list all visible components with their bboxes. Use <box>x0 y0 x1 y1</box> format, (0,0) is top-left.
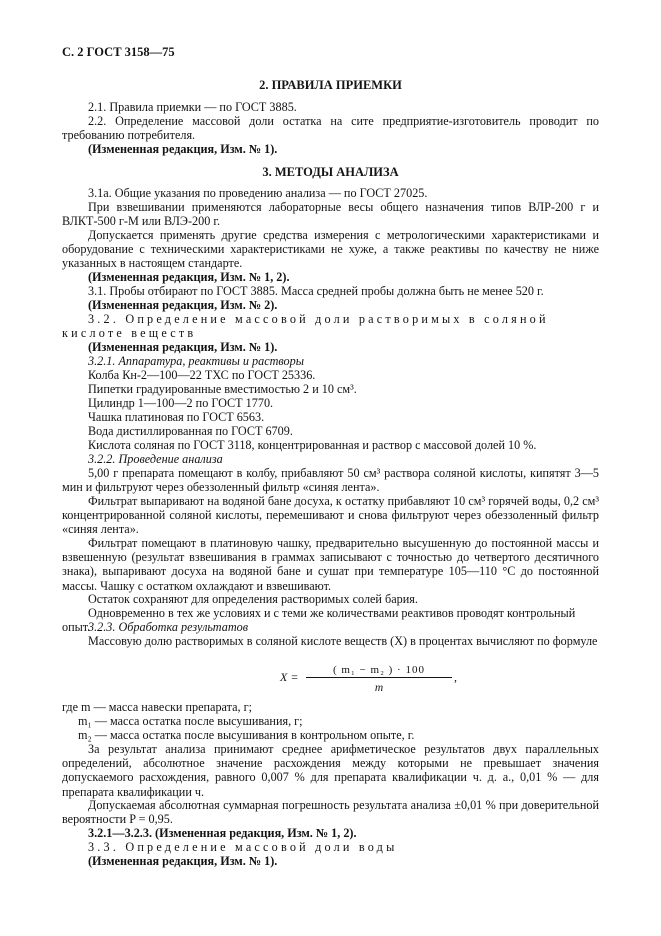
list-item-flask: Колба Кн-2—100—22 ТХС по ГОСТ 25336. <box>88 368 316 382</box>
heading-3-2-1: 3.2.1. Аппаратура, реактивы и растворы <box>88 354 304 368</box>
paragraph-formula-intro: Массовую долю растворимых в соляной кислоте веществ (X) в процентах вычисляют по формуле <box>88 634 598 648</box>
list-item-cylinder: Цилиндр 1—100—2 по ГОСТ 1770. <box>88 396 274 410</box>
paragraph-2-1: 2.1. Правила приемки — по ГОСТ 3885. <box>88 100 297 114</box>
heading-3-2-2: 3.2.2. Проведение анализа <box>88 452 223 466</box>
amendment-note: (Измененная редакция, Изм. № 1, 2). <box>88 270 290 284</box>
definition-m1: m₁ — масса остатка после высушивания, г; <box>78 714 303 728</box>
list-item-dish: Чашка платиновая по ГОСТ 6563. <box>88 410 265 424</box>
paragraph-residue: Остаток сохраняют для определения растворимых солей бария. <box>88 592 418 606</box>
heading-3-3: 3.3. Определение массовой доли воды <box>88 840 398 854</box>
amendment-note: (Измененная редакция, Изм. № 1). <box>88 854 278 868</box>
paragraph-control: Одновременно в тех же условиях и с теми же количествами реактивов проводят контрольный опыт. <box>62 606 576 635</box>
section-3-title: 3. МЕТОДЫ АНАЛИЗА <box>262 165 399 179</box>
list-item-acid: Кислота соляная по ГОСТ 3118, концентрированная и раствор с массовой долей 10 %. <box>88 438 537 452</box>
amendment-note: (Измененная редакция, Изм. № 1). <box>88 340 278 354</box>
definition-m2: m₂ — масса остатка после высушивания в контрольном опыте, г. <box>78 728 415 742</box>
paragraph-error: Допускаемая абсолютная суммарная погрешность результата анализа ±0,01 % при доверительной вероятности P = 0,95. <box>62 798 599 827</box>
paragraph-scales: При взвешивании применяются лабораторные весы общего назначения типов ВЛР-200 г и ВЛКТ-500 г-М или ВЛЭ-200 г. <box>62 200 599 229</box>
paragraph-3-1a: 3.1а. Общие указания по проведению анализа — по ГОСТ 27025. <box>88 186 428 200</box>
paragraph-procedure-2: Фильтрат выпаривают на водяной бане досуха, к остатку прибавляют 10 см³ горячей воды, 0,2 см³ концентрированной соляной кислоты, перемешивают и снова фильтруют через обеззоленный фильтр «синяя лента». <box>62 494 599 537</box>
paragraph-procedure-1: 5,00 г препарата помещают в колбу, прибавляют 50 см³ раствора соляной кислоты, кипятят 3—5 мин и фильтруют через обеззоленный фильтр «синяя лента». <box>62 466 599 495</box>
paragraph-procedure-3: Фильтрат помещают в платиновую чашку, предварительно высушенную до постоянной массы и взвешенную (результат взвешивания в граммах записывают с точностью до четвертого десятичного знака), выпаривают досуха на водяной бане и сушат при температуре 105—110 °С до постоянной массы. Чашку с остатком охлаждают и взвешивают. <box>62 536 599 593</box>
list-item-water: Вода дистиллированная по ГОСТ 6709. <box>88 424 293 438</box>
formula-denominator: m <box>374 682 384 694</box>
amendment-note: 3.2.1—3.2.3. (Измененная редакция, Изм. № 1, 2). <box>88 826 357 840</box>
paragraph-2-2: 2.2. Определение массовой доли остатка на сите предприятие-изготовитель проводит по требованию потребителя. <box>62 114 599 143</box>
heading-3-2: 3.2. Определение массовой доли растворимых в соляной кислоте веществ <box>62 312 549 341</box>
heading-3-2-3: 3.2.3. Обработка результатов <box>88 620 249 634</box>
paragraph-equipment: Допускается применять другие средства измерения с метрологическими характеристиками и оборудование с техническими характеристиками не хуже, а также реактивы по качеству не ниже указанных в настоящем стандарте. <box>62 228 599 271</box>
page-header: С. 2 ГОСТ 3158—75 <box>62 45 175 59</box>
list-item-pipettes: Пипетки градуированные вместимостью 2 и 10 см³. <box>88 382 357 396</box>
paragraph-result: За результат анализа принимают среднее арифметическое результатов двух параллельных определений, абсолютное значение расхождения между которыми не превышает значения допускаемого расхождения, равного 0,007 % для препарата квалификации ч. д. а., 0,01 % — для препарата квалификации ч. <box>62 742 599 799</box>
definition-m: где m — масса навески препарата, г; <box>62 700 253 714</box>
amendment-note: (Измененная редакция, Изм. № 2). <box>88 298 278 312</box>
formula <box>62 664 599 696</box>
amendment-note: (Измененная редакция, Изм. № 1). <box>88 142 278 156</box>
formula-comma: , <box>454 670 457 684</box>
formula-numerator: ( m₁ − m₂ ) · 100 <box>306 664 452 678</box>
section-2-title: 2. ПРАВИЛА ПРИЕМКИ <box>259 78 402 92</box>
paragraph-3-1: 3.1. Пробы отбирают по ГОСТ 3885. Масса средней пробы должна быть не менее 520 г. <box>88 284 544 298</box>
formula-lhs: X = <box>280 670 299 684</box>
